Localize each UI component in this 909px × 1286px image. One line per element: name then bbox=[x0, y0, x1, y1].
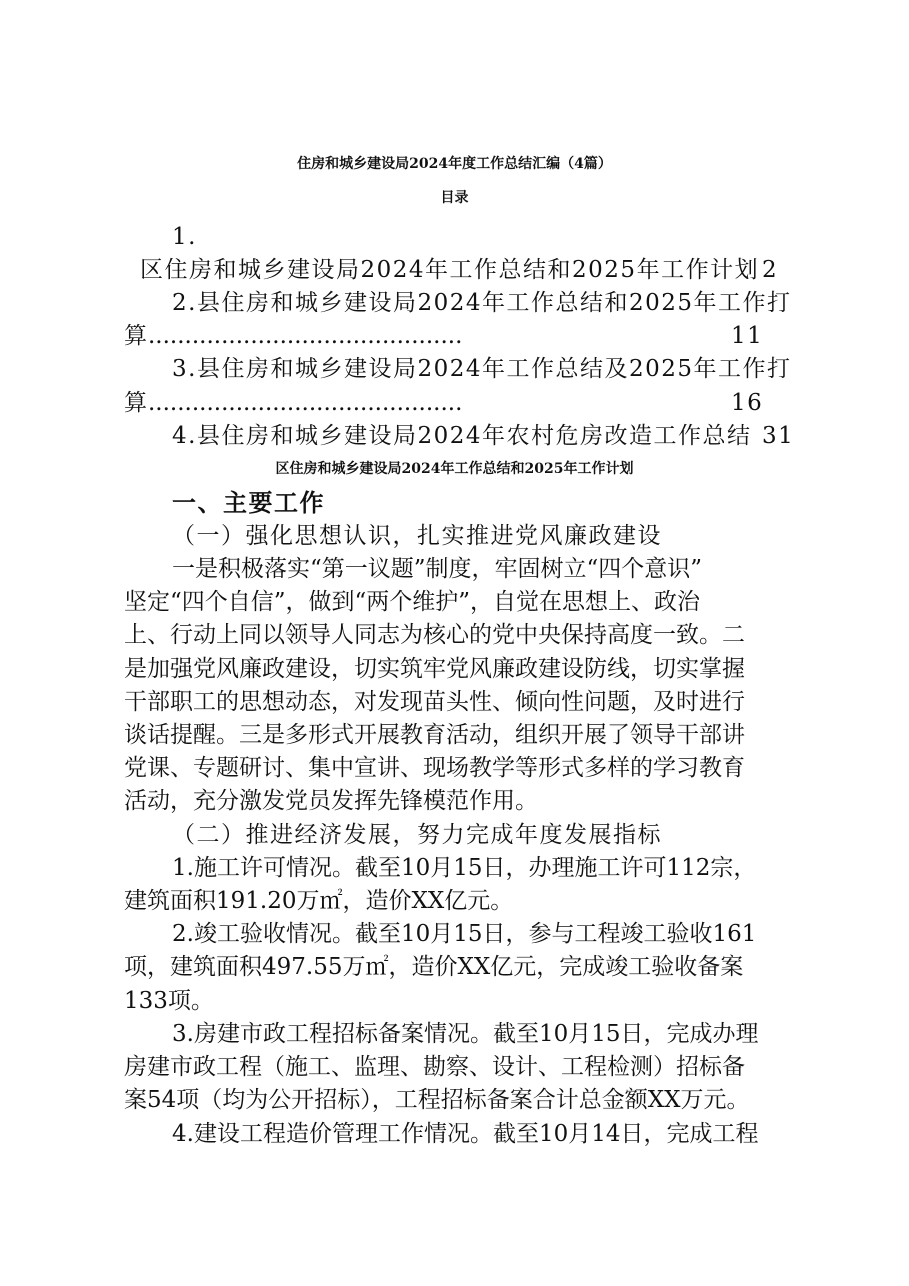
toc-entry-4-page: 31 bbox=[762, 423, 795, 449]
paragraph-line: 党课、专题研讨、集中宣讲、现场教学等形式多样的学习教育 bbox=[124, 755, 745, 781]
toc-title: 目录 bbox=[440, 190, 469, 206]
toc-entry-3-text-cont[interactable]: 算 bbox=[124, 390, 149, 416]
paragraph-line: 是加强党风廉政建设，切实筑牢党风廉政建设防线，切实掌握 bbox=[124, 656, 745, 682]
paragraph-line: 坚定“四个自信”，做到“两个维护”，自觉在思想上、政治 bbox=[124, 589, 701, 615]
paragraph-line: 谈话提醒。三是多形式开展教育活动，组织开展了领导干部讲 bbox=[124, 722, 745, 748]
toc-entry-4-text[interactable]: 4.县住房和城乡建设局2024年农村危房改造工作总结 bbox=[172, 423, 752, 449]
item-4-line: 4.建设工程造价管理工作情况。截至10月14日，完成工程 bbox=[172, 1121, 759, 1147]
item-1-line: 1.施工许可情况。截至10月15日，办理施工许可112宗， bbox=[172, 855, 757, 881]
item-2-line: 项，建筑面积497.55万㎡，造价XX亿元，完成竣工验收备案 bbox=[124, 954, 744, 980]
toc-entry-1-number[interactable]: 1. bbox=[172, 224, 197, 250]
toc-entry-3-leader-dots: ........................................... bbox=[148, 390, 463, 416]
heading-main-work: 一、主要工作 bbox=[172, 488, 325, 517]
item-2-line: 133项。 bbox=[124, 988, 214, 1014]
item-3-line: 案54项（均为公开招标），工程招标备案合计总金额XX万元。 bbox=[124, 1087, 750, 1113]
toc-entry-1-page: 2 bbox=[762, 257, 779, 283]
item-3-line: 3.房建市政工程招标备案情况。截至10月15日，完成办理 bbox=[172, 1021, 759, 1047]
toc-entry-2-leader-dots: ........................................... bbox=[148, 323, 463, 349]
paragraph-line: 活动，充分激发党员发挥先锋模范作用。 bbox=[124, 788, 538, 814]
toc-entry-2-page: 11 bbox=[731, 323, 764, 349]
paragraph-line: 上、行动上同以领导人同志为核心的党中央保持高度一致。二 bbox=[124, 622, 745, 648]
toc-entry-2-text[interactable]: 2.县住房和城乡建设局2024年工作总结和2025年工作打 bbox=[172, 290, 792, 316]
subheading-1: （一）强化思想认识，扎实推进党风廉政建设 bbox=[172, 523, 662, 549]
item-1-line: 建筑面积191.20万㎡，造价XX亿元。 bbox=[124, 888, 514, 914]
paragraph-line: 干部职工的思想动态，对发现苗头性、倾向性问题，及时进行 bbox=[124, 689, 745, 715]
paragraph-line: 一是积极落实“第一议题”制度，牢固树立“四个意识” bbox=[172, 556, 703, 582]
toc-entry-3-text[interactable]: 3.县住房和城乡建设局2024年工作总结及2025年工作打 bbox=[172, 356, 792, 382]
subheading-2: （二）推进经济发展，努力完成年度发展指标 bbox=[172, 822, 662, 848]
item-3-line: 房建市政工程（施工、监理、勘察、设计、工程检测）招标备 bbox=[124, 1054, 745, 1080]
toc-entry-2-text-cont[interactable]: 算 bbox=[124, 323, 149, 349]
toc-entry-1-text[interactable]: 区住房和城乡建设局2024年工作总结和2025年工作计划 bbox=[140, 257, 760, 283]
section-title: 区住房和城乡建设局2024年工作总结和2025年工作计划 bbox=[275, 461, 634, 477]
item-2-line: 2.竣工验收情况。截至10月15日，参与工程竣工验收161 bbox=[172, 921, 757, 947]
document-title: 住房和城乡建设局2024年度工作总结汇编（4篇） bbox=[297, 156, 612, 172]
toc-entry-3-page: 16 bbox=[731, 390, 764, 416]
